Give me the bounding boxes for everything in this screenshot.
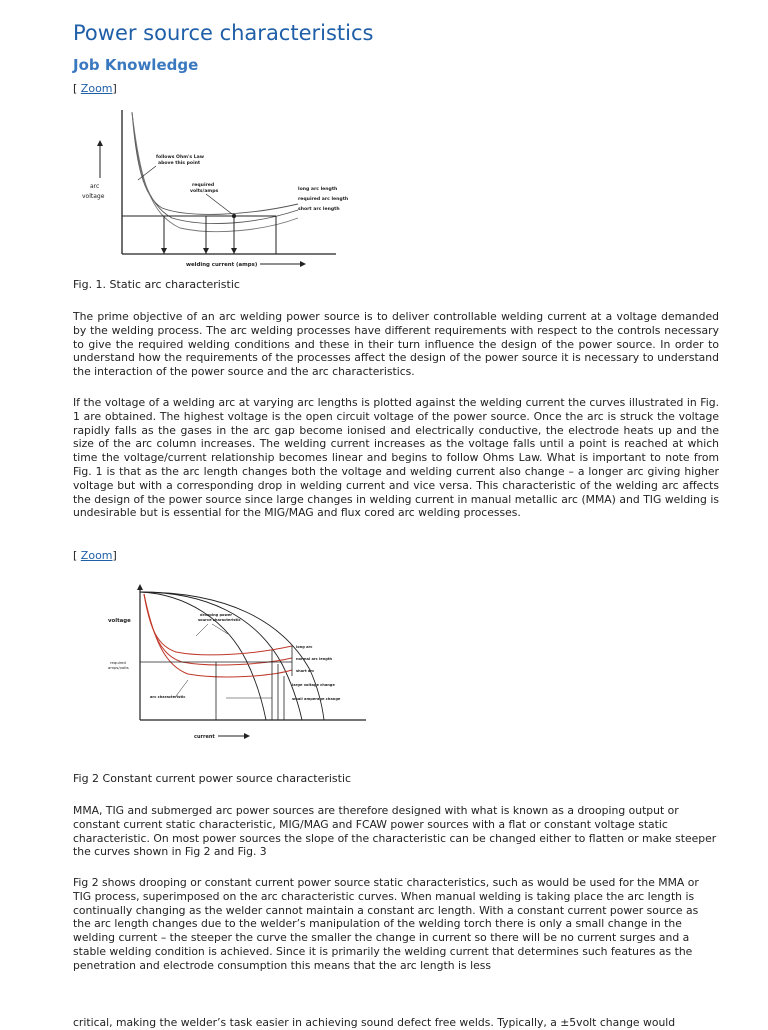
fig2-required-1: required (110, 660, 126, 665)
fig1-annotation-required-2: volts/amps (190, 189, 219, 194)
fig2-xlabel: current (194, 734, 215, 740)
fig2-droop-1 (140, 592, 266, 720)
paragraph-2: If the voltage of a welding arc at varying arc lengths is plotted against the welding current the curves illustrated in Fig. 1 are obtained. The highest voltage is the open circuit voltage of the power source. Once the arc is struck the voltage rapidly falls as the gases in the arc gap become ionised and electrically conductive, the electrode heats up and the size of the arc column increases. The welding current increases as the voltage falls until a point is reached at which time the voltage/current relationship becomes linear and begins to follow Ohms Law. What is important to note from Fig. 1 is that as the arc length changes both the voltage and welding current also change – a longer arc giving higher voltage but with a corresponding drop in welding current and vice versa. This characteristic of the welding arc affects the design of the power source since large changes in welding current in manual metallic arc (MMA) and TIG welding is undesirable but is essential for the MIG/MAG and flux cored arc welding processes. (73, 396, 719, 520)
paragraph-3: MMA, TIG and submerged arc power sources are therefore designed with what is known as a drooping output or constant current static characteristic, MIG/MAG and FCAW power sources with a flat or constant voltage static characteristic. On most power sources the slope of the characteristic can be changed either to flatten or make steeper the curves shown in Fig 2 and Fig. 3 (73, 804, 717, 859)
fig2-label-arc-characteristic: arc characteristic (150, 695, 186, 699)
figure-1 (76, 100, 356, 272)
page-subtitle: Job Knowledge (73, 56, 199, 74)
bracket-close: ] (112, 82, 117, 95)
fig1-arrowhead-3 (231, 248, 237, 254)
fig1-arrowhead-2 (203, 248, 209, 254)
fig1-caption: Fig. 1. Static arc characteristic (73, 278, 240, 291)
fig1-annotation-required-pointer (206, 194, 232, 214)
fig1-curve-short (132, 112, 298, 232)
figure-1-diagram (76, 100, 356, 272)
fig1-annotation-required-1: required (192, 183, 215, 188)
paragraph-1: The prime objective of an arc welding power source is to deliver controllable welding current at a voltage demanded by the welding process. The arc welding processes have different requirements with respect to the controls necessary to give the required welding conditions and these in their turn influence the design of the power source. In order to understand how the requirements of the processes affect the design of the power source it is necessary to understand the interaction of the power source and the arc characteristics. (73, 310, 719, 379)
fig1-legend-required: required arc length (298, 197, 349, 202)
fig2-y-arrowhead (137, 584, 143, 590)
fig1-operating-point (232, 214, 236, 218)
paragraph-4: Fig 2 shows drooping or constant current power source static characteristics, such as would be used for the MMA or TIG process, superimposed on the arc characteristic curves. When manual welding is taking place the arc length is continually changing as the welder cannot maintain a constant arc length. With a constant current power source as the arc length changes due to the welder’s manipulation of the welding torch there is only a small change in the welding current – the steeper the curve the smaller the change in current so there will be no current surges and a stable welding condition is achieved. Since it is primarily the welding current that determines such features as the penetration and electrode consumption this means that the arc length is less (73, 876, 699, 972)
fig2-x-arrowhead (244, 733, 250, 739)
fig1-arrowhead-1 (161, 248, 167, 254)
fig1-x-arrowhead (300, 261, 306, 267)
figure-2-diagram (96, 580, 386, 746)
fig1-curve-required (132, 112, 298, 224)
zoom-link-1-wrapper (73, 82, 117, 95)
fig2-drooping-label-1: drooping power (200, 613, 233, 617)
fig1-ylabel-line2: voltage (82, 193, 105, 200)
fig1-curve-long (132, 112, 298, 214)
bracket-close-2: ] (112, 549, 117, 562)
fig1-legend-long: long arc length (298, 187, 338, 192)
fig2-drooping-label-2: source characteristic (198, 618, 241, 622)
figure-2 (96, 580, 386, 746)
fig2-label-short: short arc (296, 669, 315, 673)
fig1-legend-short: short arc length (298, 207, 340, 212)
zoom-link-fig1[interactable]: Zoom (80, 82, 113, 95)
page-title: Power source characteristics (73, 21, 374, 45)
fig2-required-2: amps/volts (108, 665, 129, 670)
fig2-label-small-amperage: small amperage change (292, 697, 341, 701)
fig1-xlabel: welding current (amps) (186, 262, 258, 268)
zoom-link-2-wrapper (73, 549, 117, 562)
bracket-open: [ (73, 82, 81, 95)
fig1-ylabel-line1: arc (90, 183, 100, 190)
fig1-y-arrowhead (97, 140, 103, 146)
fig2-label-long: long arc (296, 645, 313, 649)
fig2-arc-normal (144, 594, 292, 665)
fig2-label-normal: normal arc length (296, 657, 333, 661)
paragraph-5: critical, making the welder’s task easier in achieving sound defect free welds. Typically, a ±5volt change would (73, 1016, 676, 1029)
fig2-caption: Fig 2 Constant current power source characteristic (73, 772, 352, 785)
bracket-open-2: [ (73, 549, 81, 562)
fig1-annotation-ohm-1: follows Ohm's Law (156, 155, 205, 160)
fig2-label-large-voltage: large voltage change (292, 683, 335, 687)
fig2-drooping-pointer-1 (196, 624, 208, 636)
fig2-ylabel: voltage (108, 618, 131, 624)
fig2-arc-pointer (176, 680, 188, 696)
zoom-link-fig2[interactable]: Zoom (80, 549, 113, 562)
fig1-annotation-ohm-2: above this point (158, 161, 201, 166)
